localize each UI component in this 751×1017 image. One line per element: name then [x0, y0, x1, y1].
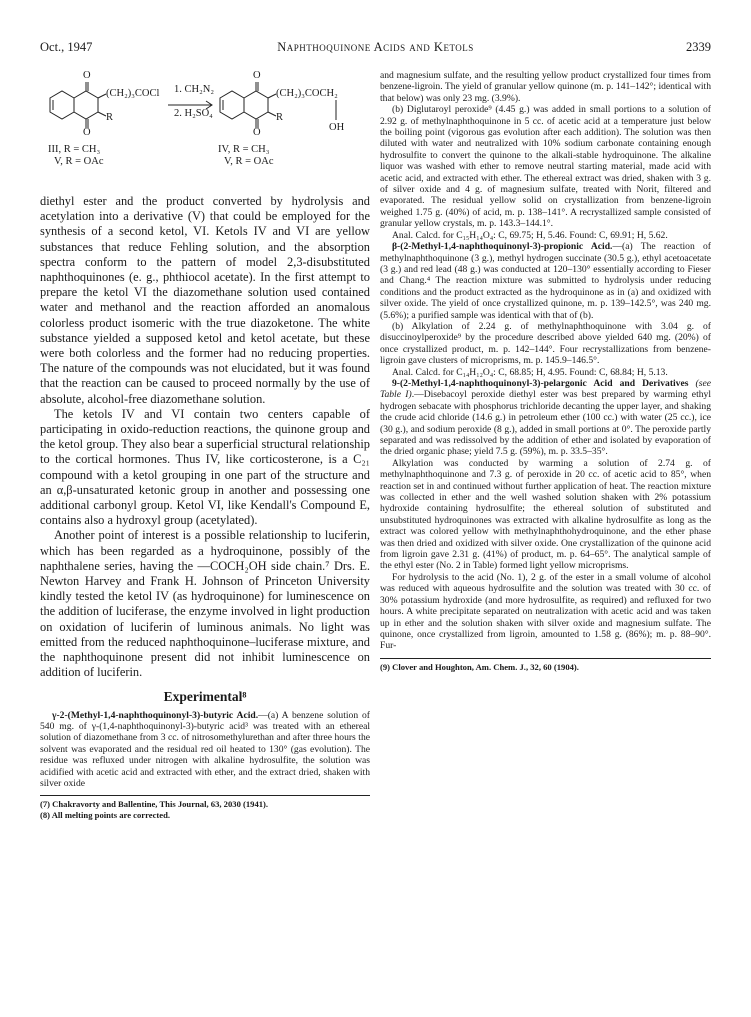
left-side-chain: (CH₂)₃COCl — [106, 88, 160, 99]
footnote-9: (9) Clover and Houghton, Am. Chem. J., 32, 60 (1904). — [380, 661, 579, 672]
compound-title: γ-2-(Methyl-1,4-naphthoquinonyl-3)-butyric Acid. — [52, 709, 259, 721]
compound-label-iii: III, R = CH₃ — [48, 144, 101, 155]
experimental-entry — [380, 241, 711, 321]
paragraph: (b) Alkylation of 2.24 g. of methylnaphthoquinone with 3.04 g. of disuccinoylperoxide⁹ by the procedure described above yielded 640 mg. (20%) of once crystallized product, m. p. 142–144°. Four recrystallizations from benzene-ligroin gave clusters of microprisms, m. p. 145.9–146.5°. — [380, 320, 711, 367]
table-reference: (see Table I) — [380, 377, 711, 401]
entry-body: —(a) The reaction of methylnaphthoquinone (3 g.), methyl hydrogen succinate (30.5 g.), ethyl acetoacetate (3 g.) and red lead (48 g.) was conducted at 120–130° essentially according to Fieser and Chang.⁴ The reaction mixture was submitted to hydrolysis under reducing conditions and the product extracted as the hydroquinone as in (a) and oxidized with silver oxide. The yield of once crystallized quinone, m. p. 139–142.5°, was 240 mg. (5.6%); a purified sample was identical with that of (b). — [380, 241, 711, 321]
compound-label-v-left: V, R = OAc — [54, 156, 104, 167]
paragraph: The ketols IV and VI contain two centers capable of participating in oxido-reduction reactions, the quinone group and the ketol group. They also bear a superficial structural relationship to the cortical hormones. Thus IV, like corticosterone, is a C₂₁ compound with a ketol grouping in one part of the structure and an α,β-unsaturated ketonic group in another and possessing one additional carbonyl group. Ketol VI, like Kendall's Compound E, contains also a hydroxyl group (acetylated). — [40, 406, 370, 528]
experimental-entry — [380, 378, 711, 458]
footnote-rule — [40, 795, 370, 796]
right-carbonyl-bottom: O — [253, 127, 261, 138]
compound-label-v-right: V, R = OAc — [224, 156, 274, 167]
right-carbonyl-top: O — [253, 70, 261, 81]
footnote-rule — [380, 658, 711, 659]
reagent-step-1: 1. CH₂N₂ — [174, 84, 214, 95]
entry-body: —(a) A benzene solution of 540 mg. of γ-(1,4-naphthoquinonyl-3)-butyric acid³ was treated with an ethereal solution of diazomethane from 3 cc. of nitrosomethylurethan and after three hours the solvent was evaporated and the residual red oil heated to 130° (gas evolution). The residue was refluxed under nitrogen with alkaline hydrosulfite, the solution was acidified with acetic acid and extracted with ether, and the extract dried, shaken with silver oxide — [40, 709, 370, 789]
paragraph: (b) Diglutaroyl peroxide⁹ (4.45 g.) was added in small portions to a solution of 2.92 g. of methylnaphthoquinone in 5 cc. of acetic acid at a temperature just below the boiling point (vigorous gas evolution after each addition). The solution was then diluted with water and neutralized with 10% sodium carbonate containing enough hydrosulfite to convert the quinone to the alkali-stable hydroquinone. The alkaline liquor was washed with ether to remove neutral starting material, made acid with acetic acid, and extracted with ether. The ethereal extract was dried, shaken with 3 g. of silver oxide and 4 g. of magnesium sulfate, treated with Norit, filtered and evaporated. The residual yellow solid on crystallization from benzene-ligroin weighed 1.75 g. (40%) of acid, m. p. 138–141°. A recrystallized sample consisted of granular yellow crystals, m. p. 143.3–144.1°. — [380, 104, 711, 230]
experimental-entry — [40, 710, 370, 790]
section-heading-experimental: Experimental⁸ — [163, 688, 247, 704]
left-column — [40, 70, 370, 821]
entry-body: .—Disebacoyl peroxide diethyl ester was best prepared by warming ethyl hydrogen sebacate with phosphorus trichloride decanting the upper layer, and shaking the crude acid chloride (14.6 g.) in petroleum ether (100 cc.) with water (25 cc.), ice (30 g.), and sodium peroxide (8 g.), added in small portions at 0°. The peroxide partly separated and was redissolved by the addition of ether and isolated by evaporation of the dried organic phase; yield 7.5 g. (59%), m. p. 33.5–35°. — [380, 389, 711, 458]
right-column — [380, 70, 711, 673]
paragraph: diethyl ester and the product converted by hydrolysis and acetylation into a derivative (V) that could be employed for the synthesis of a second ketol, VI. Ketols IV and VI are yellow substances that reduce Fehling solution, and the absorption spectra conform to the pattern of model 2,3-disubstituted naphthoquinones (e. g., phthiocol acetate). In the first attempt to prepare the ketol VI the diazomethane solution used contained water and methanol and the reaction afforded an anomalous colorless product isomeric with the true diazoketone. The white substance yielded a supposed ketol and ketol acetate, but these were both colorless and the former had no reducing properties. The nature of the compounds was not elucidated, but it was found that the reaction can be caused to proceed normally by the use of absolute, alcohol-free diazomethane solution. — [40, 194, 370, 406]
header-title: Naphthoquinone Acids and Ketols — [277, 40, 474, 54]
reaction-scheme — [40, 70, 370, 188]
reagent-step-2: 2. H₂SO₄ — [174, 108, 213, 119]
running-header — [40, 40, 711, 58]
paragraph: and magnesium sulfate, and the resulting yellow product crystallized four times from benzene-ligroin. The yield of granular yellow quinone (m. p. 141–142°; identical with that below) was only 23 mg. (3.9%). — [380, 70, 711, 104]
analysis-line: Anal. Calcd. for C₁₅H₁₄O₄: C, 69.75; H, 5.46. Found: C, 69.91; H, 5.62. — [392, 229, 668, 241]
compound-label-iv: IV, R = CH₃ — [218, 144, 270, 155]
right-r-group: R — [276, 112, 284, 123]
footnote-7: (7) Chakravorty and Ballentine, This Journal, 63, 2030 (1941). — [40, 799, 269, 810]
right-side-chain: (CH₂)₃COCH₂ — [276, 88, 338, 99]
header-date: Oct., 1947 — [40, 40, 93, 54]
hydroxyl-label: OH — [329, 122, 345, 133]
left-carbonyl-top: O — [83, 70, 91, 81]
left-r-group: R — [106, 112, 114, 123]
page-number: 2339 — [686, 40, 711, 54]
footnote-8: (8) All melting points are corrected. — [40, 810, 170, 821]
paragraph: Alkylation was conducted by warming a solution of 2.74 g. of methylnaphthoquinone and 7.3 g. of peroxide in 20 cc. of acetic acid to 85°, when reaction set in and continued without further application of heat. The reaction mixture was collected in ether and the well washed solution shaken with 2% potassium hydroxide containing hydrosulfite; the ethereal solution of substituted and unsubstituted hydroquinones was extracted with alkaline hydrosulfite as long as the extract was colored yellow with methylnaphthohydroquinone, and the ether phase was then dried and oxidized with silver oxide. One crystallization of the quinone acid from ligroin gave 2.31 g. (41%) of product, m. p. 64–65°. The analytical sample of the ethyl ester (No. 2 in Table) formed light yellow microprisms. — [380, 457, 711, 572]
compound-title: β-(2-Methyl-1,4-naphthoquinonyl-3)-propionic Acid. — [392, 241, 613, 253]
compound-title: 9-(2-Methyl-1,4-naphthoquinonyl-3)-pelargonic Acid and Derivatives — [392, 377, 689, 389]
paragraph: Another point of interest is a possible relationship to luciferin, which has been regarded as a hydroquinone, possibly of the naphthalene series, having the —COCH₂OH side chain.⁷ Drs. E. Newton Harvey and Frank H. Johnson of Princeton University kindly tested the ketol IV (as hydroquinone) for luminescence on the addition of luciferase, the enzyme involved in light production on oxidation of luciferin of luminous animals. No light was emitted from the reduced naphthoquinone–luciferase mixture, and the naphthoquinone present did not inhibit luminescence on addition of luciferin. — [40, 528, 370, 680]
analysis-line: Anal. Calcd. for C₁₄H₁₂O₄: C, 68.85; H, 4.95. Found: C, 68.84; H, 5.13. — [392, 366, 668, 378]
left-carbonyl-bottom: O — [83, 127, 91, 138]
paragraph: For hydrolysis to the acid (No. 1), 2 g. of the ester in a small volume of alcohol was reduced with aqueous hydrosulfite and the solution was treated with 30 cc. of 30% potassium hydroxide (and more hydrosulfite, as required) and refluxed for two hours. A white precipitate separated on neutralization with acetic acid and was taken up in ether and the solution shaken with silver oxide and magnesium sulfate. The quinone, once crystallized from ligroin, amounted to 1.58 g. (86%); m. p. 88–90°. Fur- — [380, 571, 711, 652]
